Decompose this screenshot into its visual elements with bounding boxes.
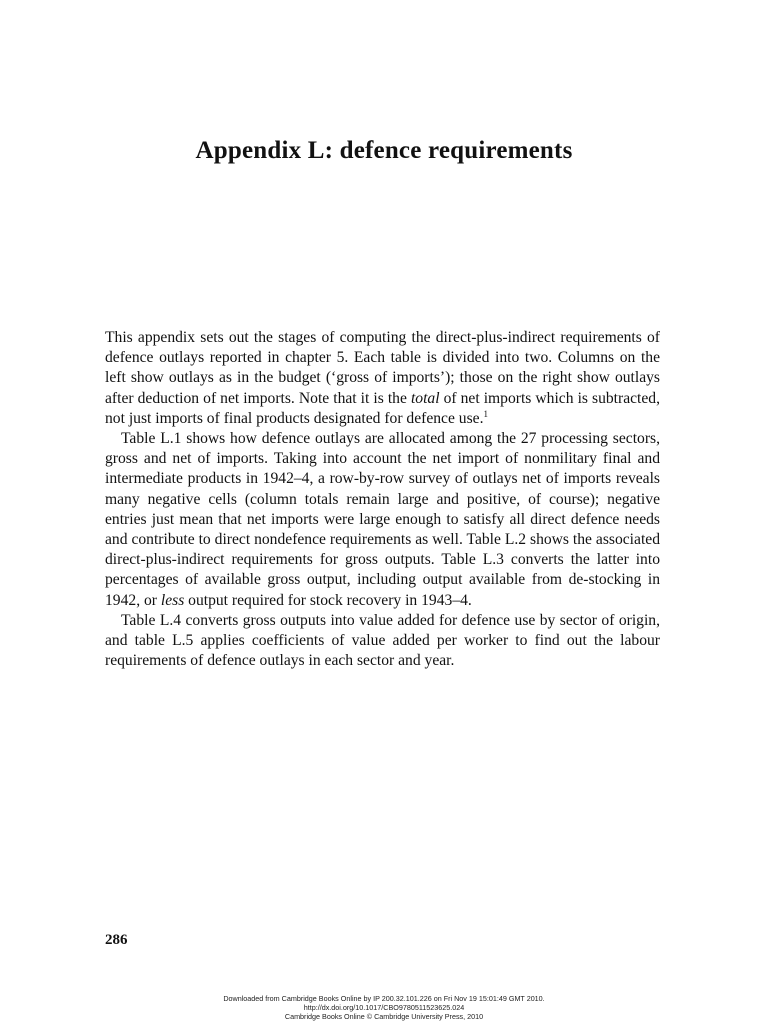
paragraph-2 [105,429,660,611]
download-footer [0,994,768,1022]
paragraph-1-text: This appendix sets out the stages of computing the direct-plus-indirect requirements of defence outlays reported in chapter 5. Each table is divided into two. Columns on the left show outlays as in the budget (‘gross of imports’); those on the right show outlays after deduction of net imports. Note that it is the [105,329,660,407]
footer-download-line: Downloaded from Cambridge Books Online by IP 200.32.101.226 on Fri Nov 19 15:01:49 GMT 2010. [223,994,545,1003]
paragraph-1-text-end: of net imports which is subtracted, not just imports of final products designated for defence use. [105,389,660,427]
footer-doi-link[interactable]: http://dx.doi.org/10.1017/CBO9780511523625.024 [303,1003,465,1013]
paragraph-1 [105,328,660,429]
page-number: 286 [105,932,128,948]
footnote-marker: 1 [483,408,488,419]
paragraph-1-emphasis: total [410,389,440,407]
paragraph-2-emphasis: less [160,591,185,609]
paragraph-3-text: Table L.4 converts gross outputs into value added for defence use by sector of origin, and table L.5 applies coefficients of value added per worker to find out the labour requirements of defence outlays in each sector and year. [105,611,660,670]
paragraph-3 [105,611,660,672]
paragraph-2-text: Table L.1 shows how defence outlays are allocated among the 27 processing sectors, gross and net of imports. Taking into account the net import of nonmilitary final and intermediate products in 1942–4, a row-by-row survey of outlays net of imports reveals many negative cells (column totals remain large and positive, of course); negative entries just mean that net imports were large enough to satisfy all direct defence needs and contribute to direct nondefence requirements as well. Table L.2 shows the associated direct-plus-indirect requirements for gross outputs. Table L.3 converts the latter into percentages of available gross output, including output available from de-stocking in 1942, or [105,430,660,609]
page-title: Appendix L: defence requirements [195,136,573,164]
paragraph-2-text-end: output required for stock recovery in 1943–4. [184,591,472,609]
body-text [105,328,660,671]
footer-copyright: Cambridge Books Online © Cambridge University Press, 2010 [284,1012,484,1022]
